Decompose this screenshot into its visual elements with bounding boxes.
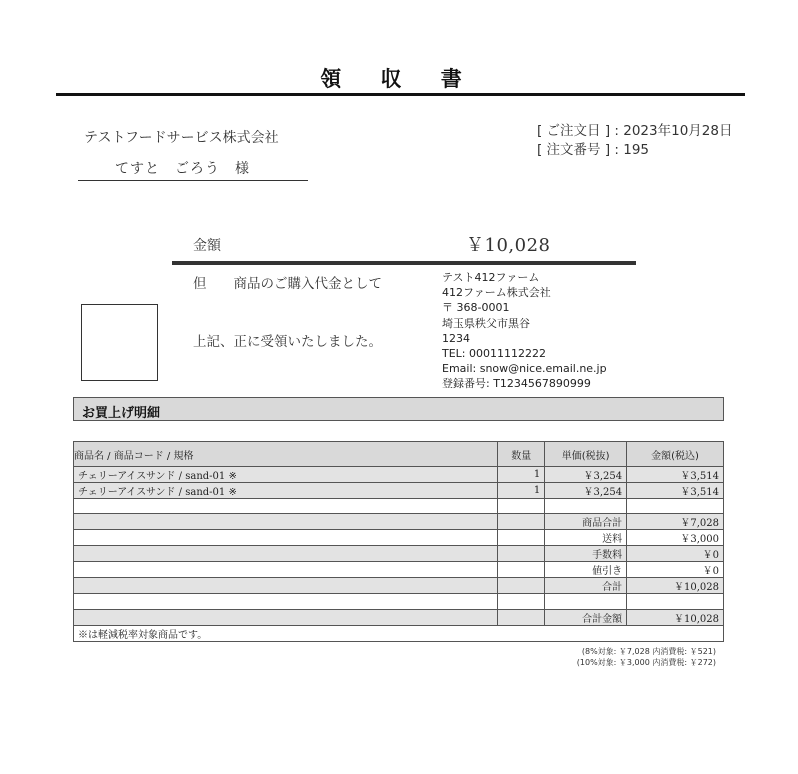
summary-label-grand-total: 合計金額 [545, 609, 627, 625]
empty-cell [74, 514, 498, 530]
table-row [74, 609, 724, 625]
empty-cell [74, 530, 498, 546]
column-header-amount: 金額(税込) [627, 442, 724, 467]
summary-value-fee: ￥0 [627, 546, 724, 562]
receipt-purpose: 但 商品のご購入代金として [193, 276, 382, 292]
summary-value-discount: ￥0 [627, 562, 724, 578]
item-amount: ￥3,514 [627, 467, 724, 483]
amount-underline [172, 261, 636, 265]
order-date: [ ご注文日 ] : 2023年10月28日 [537, 123, 733, 139]
issuer-postal-code: 〒 368-0001 [442, 301, 510, 315]
empty-cell [498, 609, 545, 625]
details-heading: お買上げ明細 [73, 397, 724, 421]
table-row [74, 562, 724, 578]
summary-value-grand-total: ￥10,028 [627, 609, 724, 625]
column-header-quantity: 数量 [498, 442, 545, 467]
summary-value-total: ￥10,028 [627, 578, 724, 594]
issuer-email: Email: snow@nice.email.ne.jp [442, 362, 607, 376]
amount-label: 金額 [193, 238, 221, 254]
amount-value: ￥10,028 [466, 235, 551, 256]
empty-cell [498, 578, 545, 594]
table-row [74, 467, 724, 483]
issuer-tel: TEL: 00011112222 [442, 347, 546, 361]
summary-label-subtotal: 商品合計 [545, 514, 627, 530]
column-header-unit-price: 単価(税抜) [545, 442, 627, 467]
document-title: 領 収 書 [320, 66, 478, 91]
empty-cell [74, 562, 498, 578]
title-underline [56, 93, 745, 96]
table-row [74, 578, 724, 594]
item-quantity: 1 [498, 467, 545, 483]
table-row [74, 483, 724, 499]
summary-value [627, 499, 724, 514]
item-name: チェリーアイスサンド / sand-01 ※ [74, 483, 498, 499]
issuer-address-number: 1234 [442, 331, 470, 345]
recipient-company: テストフードサービス株式会社 [84, 130, 279, 146]
empty-cell [74, 546, 498, 562]
item-quantity: 1 [498, 483, 545, 499]
empty-cell [498, 546, 545, 562]
summary-label [545, 594, 627, 609]
item-unit-price: ￥3,254 [545, 483, 627, 499]
receipt-statement: 上記、正に受領いたしました。 [193, 334, 382, 350]
empty-cell [74, 499, 498, 514]
summary-label-fee: 手数料 [545, 546, 627, 562]
empty-cell [74, 594, 498, 609]
empty-cell [498, 530, 545, 546]
issuer-registration-number: 登録番号: T1234567890999 [442, 377, 591, 391]
item-name: チェリーアイスサンド / sand-01 ※ [74, 467, 498, 483]
summary-label-total: 合計 [545, 578, 627, 594]
table-row [74, 530, 724, 546]
empty-cell [74, 609, 498, 625]
issuer-company: 412ファーム株式会社 [442, 286, 551, 300]
table-row [74, 594, 724, 609]
empty-cell [498, 594, 545, 609]
table-row [74, 514, 724, 530]
item-unit-price: ￥3,254 [545, 467, 627, 483]
empty-cell [498, 514, 545, 530]
column-header-product: 商品名 / 商品コード / 規格 [74, 442, 498, 467]
summary-value-subtotal: ￥7,028 [627, 514, 724, 530]
table-note-row [74, 625, 724, 641]
order-number: [ 注文番号 ] : 195 [537, 142, 650, 158]
summary-label-discount: 値引き [545, 562, 627, 578]
issuer-shop-name: テスト412ファーム [442, 271, 540, 284]
issuer-address: 埼玉県秩父市黒谷 [442, 316, 530, 330]
item-amount: ￥3,514 [627, 483, 724, 499]
tax-breakdown-8-percent: (8%対象: ￥7,028 内消費税: ￥521) [581, 647, 716, 656]
details-table [73, 441, 724, 642]
summary-label [545, 499, 627, 514]
table-row [74, 499, 724, 514]
summary-label-shipping: 送料 [545, 530, 627, 546]
recipient-underline [78, 180, 308, 181]
tax-breakdown-10-percent: (10%対象: ￥3,000 内消費税: ￥272) [576, 658, 716, 667]
table-row [74, 546, 724, 562]
empty-cell [498, 562, 545, 578]
summary-value-shipping: ￥3,000 [627, 530, 724, 546]
issuer-info [442, 270, 607, 392]
stamp-box [81, 304, 158, 381]
empty-cell [498, 499, 545, 514]
table-header-row [74, 442, 724, 467]
recipient-name: てすと ごろう 様 [115, 161, 250, 177]
empty-cell [74, 578, 498, 594]
summary-value [627, 594, 724, 609]
reduced-tax-note: ※は軽減税率対象商品です。 [74, 625, 724, 641]
